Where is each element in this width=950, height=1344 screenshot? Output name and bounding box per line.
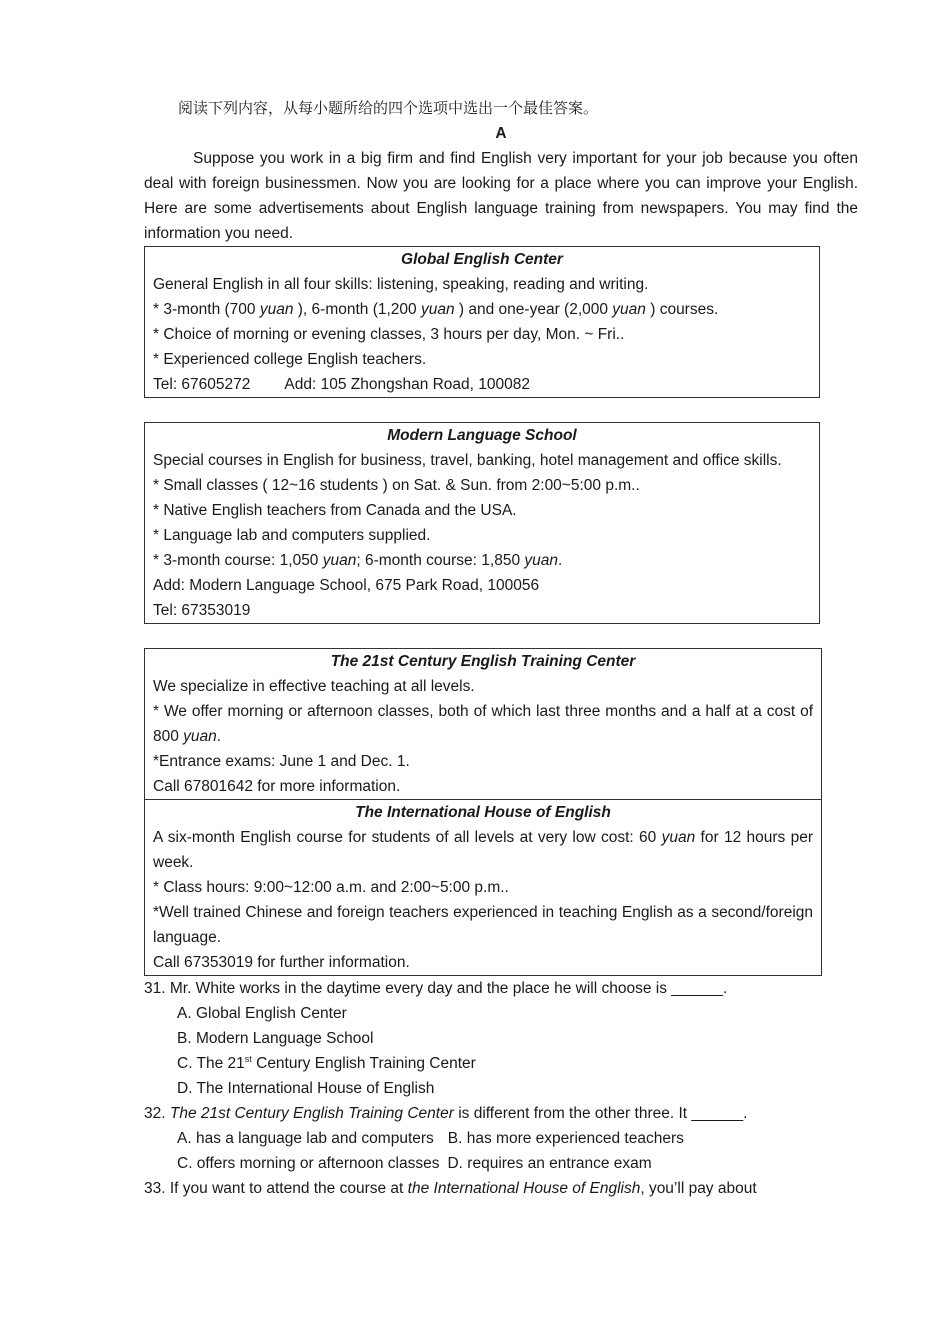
ad-address: Add: Modern Language School, 675 Park Road, 100056 bbox=[153, 577, 540, 594]
ad-contact bbox=[153, 372, 811, 397]
ad-line: * Native English teachers from Canada and the USA. bbox=[153, 502, 517, 519]
document-page bbox=[144, 96, 858, 1201]
option-32-d: D. requires an entrance exam bbox=[447, 1155, 652, 1172]
ad-line: Special courses in English for business, travel, banking, hotel management and office skills. bbox=[153, 452, 782, 469]
option-31-c: C. The 21st Century English Training Center bbox=[177, 1053, 476, 1072]
options-32-ab bbox=[144, 1126, 858, 1151]
ad-line: General English in all four skills: listening, speaking, reading and writing. bbox=[153, 276, 649, 293]
ad-address: Add: 105 Zhongshan Road, 100082 bbox=[284, 376, 531, 393]
ad-line: Call 67801642 for more information. bbox=[153, 778, 401, 795]
ad-line: * Class hours: 9:00~12:00 a.m. and 2:00~5:00 p.m.. bbox=[153, 879, 509, 896]
ad-international-house bbox=[144, 800, 822, 976]
ad-line: Call 67353019 for further information. bbox=[153, 954, 410, 971]
option-31-d: D. The International House of English bbox=[177, 1080, 435, 1097]
question-32: 32. The 21st Century English Training Center is different from the other three. It ______. bbox=[144, 1105, 748, 1122]
ad-line: * We offer morning or afternoon classes, both of which last three months and a half at a cost of 800 yuan. bbox=[153, 703, 813, 745]
option-31-b: B. Modern Language School bbox=[177, 1030, 374, 1047]
ad-title: Modern Language School bbox=[387, 427, 577, 444]
ad-tel: Tel: 67353019 bbox=[153, 602, 251, 619]
ad-modern-language-school bbox=[144, 422, 820, 624]
question-33: 33. If you want to attend the course at the International House of English, you’ll pay about bbox=[144, 1180, 757, 1197]
ad-line: We specialize in effective teaching at all levels. bbox=[153, 678, 475, 695]
ad-line: *Well trained Chinese and foreign teachers experienced in teaching English as a second/foreign language. bbox=[153, 904, 813, 946]
ad-title: Global English Center bbox=[401, 251, 563, 268]
intro-paragraph: Suppose you work in a big firm and find English very important for your job because you often deal with foreign businessmen. Now you are looking for a place where you can improve your English. Here are some advertisements about English language training from newspapers. You may find the information you need. bbox=[144, 150, 858, 242]
section-label: A bbox=[495, 125, 507, 142]
ad-line: A six-month English course for students of all levels at very low cost: 60 yuan for 12 hours per week. bbox=[153, 829, 813, 871]
ad-21st-century-center bbox=[144, 648, 822, 800]
ad-title: The 21st Century English Training Center bbox=[330, 653, 636, 670]
ad-title: The International House of English bbox=[355, 804, 611, 821]
option-32-c: C. offers morning or afternoon classes bbox=[177, 1155, 440, 1172]
ad-tel: Tel: 67605272 bbox=[153, 376, 251, 393]
instruction-text: 阅读下列内容，从每小题所给的四个选项中选出一个最佳答案。 bbox=[178, 99, 599, 117]
ad-line: * Language lab and computers supplied. bbox=[153, 527, 431, 544]
ad-line: * 3-month (700 yuan ), 6-month (1,200 yuan ) and one-year (2,000 yuan ) courses. bbox=[153, 301, 719, 318]
options-32-cd bbox=[144, 1151, 858, 1176]
option-32-b: B. has more experienced teachers bbox=[447, 1130, 684, 1147]
ad-line: * Small classes ( 12~16 students ) on Sat. & Sun. from 2:00~5:00 p.m.. bbox=[153, 477, 640, 494]
ad-line: * Experienced college English teachers. bbox=[153, 351, 427, 368]
ad-line: * Choice of morning or evening classes, 3 hours per day, Mon. ~ Fri.. bbox=[153, 326, 625, 343]
ad-line: *Entrance exams: June 1 and Dec. 1. bbox=[153, 753, 410, 770]
ad-global-english-center bbox=[144, 246, 820, 398]
ad-line: * 3-month course: 1,050 yuan; 6-month course: 1,850 yuan. bbox=[153, 552, 563, 569]
option-32-a: A. has a language lab and computers bbox=[177, 1130, 434, 1147]
question-31: 31. Mr. White works in the daytime every day and the place he will choose is ______. bbox=[144, 980, 728, 997]
option-31-a: A. Global English Center bbox=[177, 1005, 347, 1022]
